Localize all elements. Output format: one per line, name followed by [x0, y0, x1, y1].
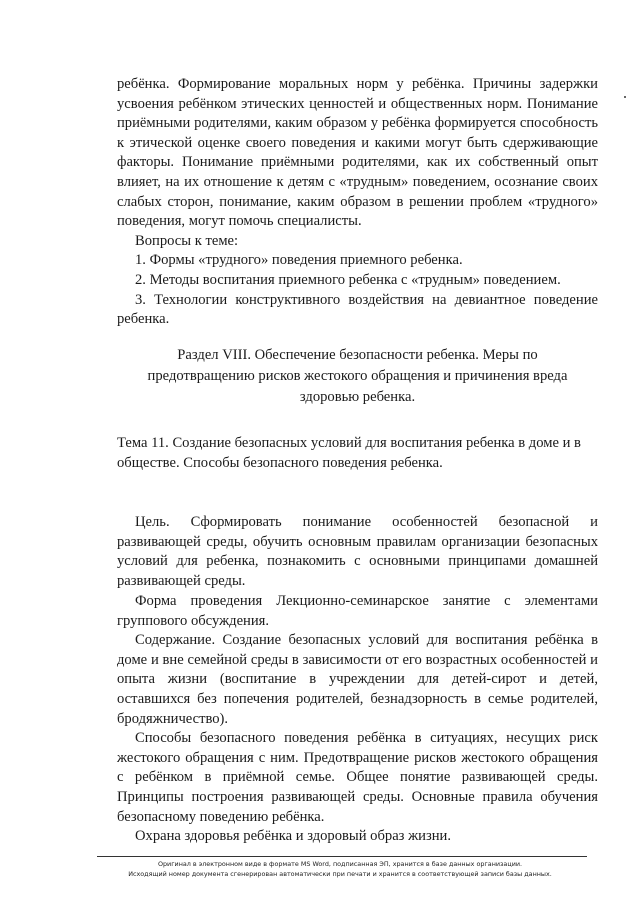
footer-divider	[97, 856, 587, 857]
topic-title: Тема 11. Создание безопасных условий для воспитания ребенка в доме и в обществе. Способы безопасного поведения ребенка.	[117, 435, 581, 471]
section-title-line: предотвращению рисков жестокого обращения и причинения вреда	[147, 368, 568, 384]
question-item-3: 3. Технологии конструктивного воздействия на девиантное поведение ребенка.	[117, 291, 598, 328]
health-paragraph: Охрана здоровья ребёнка и здоровый образ жизни.	[135, 828, 452, 845]
question-item-1: 1. Формы «трудного» поведения приемного ребенка.	[135, 252, 463, 269]
section-title-line: Раздел VIII. Обеспечение безопасности ребенка. Меры по	[177, 347, 538, 363]
goal-paragraph: Цель. Сформировать понимание особенностей безопасной и развивающей среды, обучить основным правилам организации безопасных условий для ребенка, познакомить с основными принципами домашней развивающей среды.	[117, 514, 598, 589]
section-title-line: здоровью ребенка.	[299, 389, 416, 405]
scan-speck	[624, 96, 626, 98]
content-paragraph: Содержание. Создание безопасных условий для воспитания ребёнка в доме и вне семейной среды в зависимости от его возрастных особенностей и опыта жизни (воспитание в учреждении для детей-сирот и детей, оставшихся без попечения родителей, безнадзорность в семье родителей, бродяжничество).	[117, 632, 598, 727]
top-paragraph: ребёнка. Формирование моральных норм у ребёнка. Причины задержки усвоения ребёнком этических ценностей и общественных норм. Понимание приёмными родителями, каким образом у ребёнка формируется способность к этической оценке своего поведения и какими могут быть сдерживающие факторы. Понимание приёмными родителями, как их собственный опыт влияет, на их отношение к детям с «трудным» поведением, осознание своих слабых сторон, понимание, каким образом в решении проблем «трудного» поведения, могут помочь специалисты.	[117, 76, 598, 230]
questions-heading: Вопросы к теме:	[135, 232, 239, 249]
form-paragraph: Форма проведения Лекционно-семинарское занятие с элементами группового обсуждения.	[117, 592, 598, 629]
question-item-2: 2. Методы воспитания приемного ребенка с «трудным» поведением.	[135, 271, 561, 288]
section-title	[117, 345, 598, 408]
footer-line: Оригинал в электронном виде в формате MS Word, подписанная ЭП, хранится в базе данных организации.	[157, 860, 523, 868]
methods-paragraph: Способы безопасного поведения ребёнка в ситуациях, несущих риск жестокого обращения с ним. Предотвращение рисков жестокого обращения с ребёнком в приёмной семье. Общее понятие развивающей среды. Принципы построения развивающей среды. Основные правила обучения безопасному поведению ребёнка.	[117, 730, 598, 825]
body-text-block	[117, 513, 598, 847]
footer-line: Исходящий номер документа сгенерирован автоматически при печати и хранится в соответствующей записи базы данных.	[128, 870, 552, 878]
footer-note	[60, 859, 620, 879]
top-text-block	[117, 75, 598, 330]
